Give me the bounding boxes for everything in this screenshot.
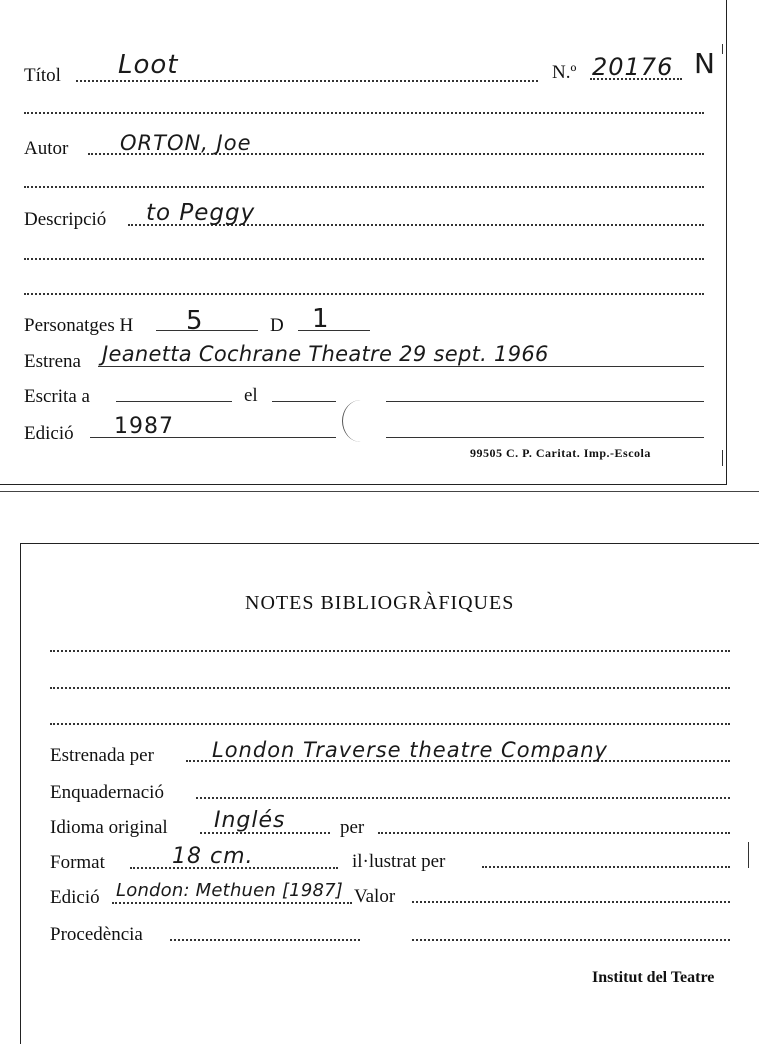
estrenada-label: Estrenada per bbox=[50, 745, 154, 766]
notes-line-1 bbox=[50, 650, 730, 652]
valor-label: Valor bbox=[354, 886, 396, 907]
escrita-label: Escrita a bbox=[24, 386, 90, 407]
numero-suffix: N bbox=[694, 47, 716, 80]
edicio-back-line bbox=[112, 902, 352, 904]
edicio-back-label: Edició bbox=[50, 887, 100, 908]
edicio-label: Edició bbox=[24, 423, 74, 444]
descripcio-label: Descripció bbox=[24, 209, 107, 230]
edicio-value: 1987 bbox=[114, 414, 174, 439]
escrita-line bbox=[116, 401, 232, 402]
blank-line-1 bbox=[24, 112, 704, 114]
descripcio-value: to Peggy bbox=[146, 200, 256, 226]
idioma-label: Idioma original bbox=[50, 817, 168, 838]
idioma-value: Inglés bbox=[214, 808, 286, 833]
titol-value: Loot bbox=[118, 50, 179, 80]
titol-label: Títol bbox=[24, 65, 61, 86]
procedencia-line bbox=[170, 939, 360, 941]
blank-line-4 bbox=[24, 293, 704, 295]
idioma-per-label: per bbox=[340, 817, 365, 838]
personatges-d-label: D bbox=[270, 315, 284, 336]
notes-line-2 bbox=[50, 687, 730, 689]
estrena-value: Jeanetta Cochrane Theatre 29 sept. 1966 bbox=[102, 342, 549, 366]
punch-hole bbox=[342, 400, 379, 442]
procedencia-label: Procedència bbox=[50, 924, 143, 945]
blank-line-3 bbox=[24, 258, 704, 260]
autor-label: Autor bbox=[24, 138, 69, 159]
enquadernacio-label: Enquadernació bbox=[50, 782, 164, 803]
numero-value: 20176 bbox=[592, 53, 674, 81]
procedencia-line-right bbox=[412, 939, 730, 941]
notes-heading: NOTES BIBLIOGRÀFIQUES bbox=[245, 592, 515, 614]
personatges-d-line bbox=[298, 330, 370, 331]
personatges-h-value: 5 bbox=[186, 306, 204, 336]
personatges-label: Personatges H bbox=[24, 315, 134, 336]
personatges-d-value: 1 bbox=[312, 304, 330, 334]
printer-imprint: 99505 C. P. Caritat. Imp.-Escola bbox=[470, 446, 651, 460]
titol-line bbox=[76, 80, 538, 82]
valor-line bbox=[412, 901, 730, 903]
autor-value: ORTON, Joe bbox=[120, 131, 252, 155]
il-lustrat-line bbox=[482, 866, 730, 868]
edicio-back-value: London: Methuen [1987] bbox=[116, 880, 344, 901]
format-value: 18 cm. bbox=[172, 844, 254, 869]
personatges-h-line bbox=[156, 330, 258, 331]
il-lustrat-label: il·lustrat per bbox=[352, 851, 446, 872]
card-separator bbox=[0, 491, 759, 492]
edge-tick-right bbox=[748, 842, 749, 868]
escrita-line-right bbox=[386, 401, 704, 402]
idioma-per-line bbox=[378, 832, 730, 834]
edge-tick-bottom bbox=[722, 450, 723, 466]
numero-label: N.º bbox=[552, 62, 577, 83]
el-label: el bbox=[244, 385, 258, 406]
blank-line-2 bbox=[24, 186, 704, 188]
el-line bbox=[272, 401, 336, 402]
notes-line-3 bbox=[50, 723, 730, 725]
edge-tick-top bbox=[722, 44, 723, 54]
estrena-label: Estrena bbox=[24, 351, 81, 372]
edicio-line-right bbox=[386, 437, 704, 438]
format-label: Format bbox=[50, 852, 105, 873]
enquadernacio-line bbox=[196, 797, 730, 799]
estrena-line bbox=[98, 366, 704, 367]
estrenada-value: London Traverse theatre Company bbox=[212, 738, 608, 762]
institution-name: Institut del Teatre bbox=[592, 969, 715, 986]
